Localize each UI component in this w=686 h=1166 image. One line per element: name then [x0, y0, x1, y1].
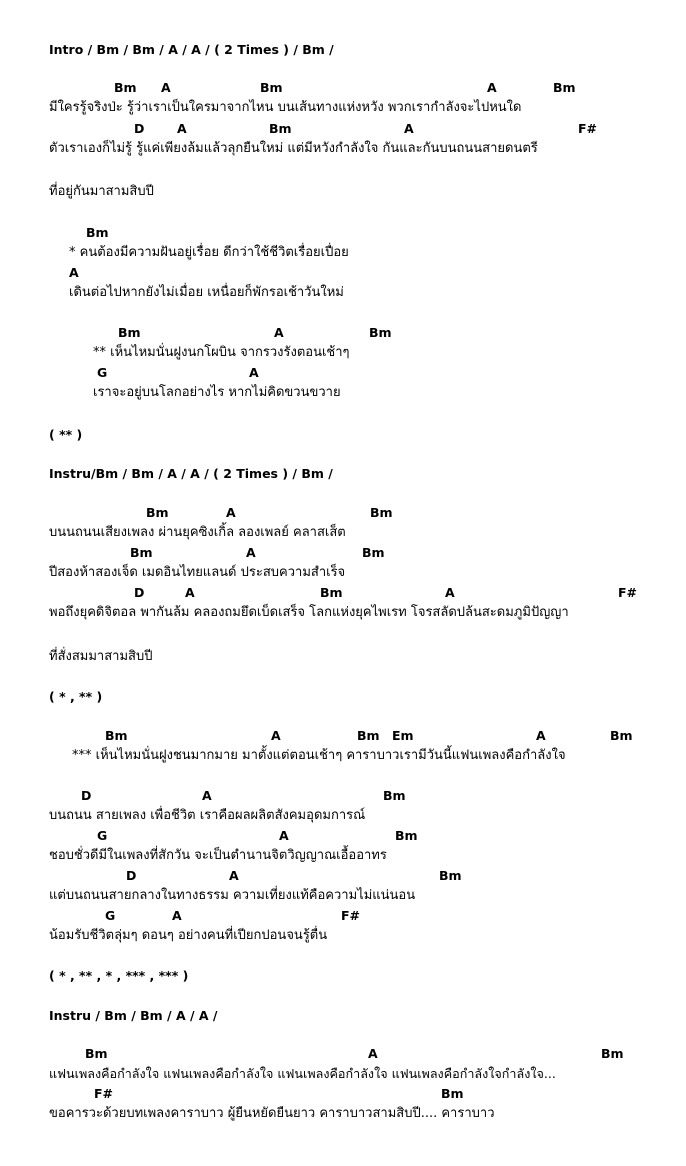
repeat-marker: ( ** ) — [49, 427, 83, 442]
chord: F# — [341, 908, 361, 923]
chord: A — [202, 788, 212, 803]
chord: F# — [94, 1086, 114, 1101]
chord: A — [177, 121, 187, 136]
instru-line: Instru / Bm / Bm / A / A / — [49, 1008, 218, 1023]
lyric-line: ที่อยู่กันมาสามสิบปี — [49, 184, 154, 199]
chord: Bm — [130, 545, 153, 560]
chord: Bm — [610, 728, 633, 743]
instru-line: Instru/Bm / Bm / A / A / ( 2 Times ) / Bm / — [49, 466, 333, 481]
chord: D — [81, 788, 92, 803]
lyric-line: ชอบชั่วดีมีในเพลงที่สักวัน จะเป็นตำนานจิตวิญญาณเอื้ออาทร — [49, 848, 387, 863]
chord: G — [97, 828, 108, 843]
chord: Bm — [357, 728, 380, 743]
chord: G — [105, 908, 116, 923]
chord: F# — [578, 121, 598, 136]
chord: Bm — [395, 828, 418, 843]
chord: Bm — [362, 545, 385, 560]
chord: Bm — [118, 325, 141, 340]
lyric-line: มีใครรู้จริงป่ะ รู้ว่าเราเป็นใครมาจากไหน บนเส้นทางแห่งหวัง พวกเรากำลังจะไปหนใด — [49, 100, 522, 115]
intro-line: Intro / Bm / Bm / A / A / ( 2 Times ) / Bm / — [49, 42, 334, 57]
chord: Bm — [146, 505, 169, 520]
chord: Bm — [269, 121, 292, 136]
lyric-line: ที่สั่งสมมาสามสิบปี — [49, 649, 153, 664]
lyric-line: แฟนเพลงคือกำลังใจ แฟนเพลงคือกำลังใจ แฟนเพลงคือกำลังใจ แฟนเพลงคือกำลังใจกำลังใจ... — [49, 1066, 556, 1081]
chord: D — [134, 121, 145, 136]
chord: G — [97, 365, 108, 380]
chord: A — [185, 585, 195, 600]
chord: F# — [618, 585, 638, 600]
repeat-marker: ( * , ** , * , *** , *** ) — [49, 968, 189, 983]
lyric-line: ** เห็นไหมนั่นฝูงนกโผบิน จากรวงรังตอนเช้าๆ — [93, 345, 350, 360]
lyric-line: บนถนน สายเพลง เพื่อชีวิต เราคือผลผลิตสังคมอุดมการณ์ — [49, 808, 366, 823]
lyric-line: * คนต้องมีความฝันอยู่เรื่อย ดีกว่าใช้ชีวิตเรื่อยเปื่อย — [69, 245, 349, 260]
chord: Bm — [553, 80, 576, 95]
lyric-line: เราจะอยู่บนโลกอย่างไร หากไม่คิดขวนขวาย — [93, 385, 341, 400]
chord: Bm — [260, 80, 283, 95]
lyric-line: พอถึงยุคดิจิตอล พากันล้ม คลองถมยึดเบ็ดเสร็จ โลกแห่งยุคไพเรท โจรสลัดปล้นสะดมภูมิปัญญา — [49, 605, 569, 620]
chord: A — [271, 728, 281, 743]
chord: Bm — [439, 868, 462, 883]
lyric-line: ปีสองห้าสองเจ็ด เมดอินไทยแลนด์ ประสบความสำเร็จ — [49, 565, 346, 580]
chord: Bm — [441, 1086, 464, 1101]
chord: A — [229, 868, 239, 883]
chord: A — [445, 585, 455, 600]
lyric-line: เดินต่อไปหากยังไม่เมื่อย เหนื่อยก็พักรอเช้าวันใหม่ — [69, 285, 344, 300]
chord: A — [487, 80, 497, 95]
chord: Bm — [86, 225, 109, 240]
chord: A — [368, 1046, 378, 1061]
chord: A — [69, 265, 79, 280]
chord: Bm — [85, 1046, 108, 1061]
lyric-line: ขอคารวะด้วยบทเพลงคาราบาว ผู้ยืนหยัดยืนยาว คาราบาวสามสิบปี.... คาราบาว — [49, 1106, 495, 1121]
chord: Bm — [369, 325, 392, 340]
lyric-line: ตัวเราเองก็ไม่รู้ รู้แค่เพียงล้มแล้วลุกยืนใหม่ แต่มีหวังกำลังใจ กันและกันบนถนนสายดนตรี — [49, 141, 538, 156]
chord: A — [274, 325, 284, 340]
lyric-line: *** เห็นไหมนั่นฝูงชนมากมาย มาตั้งแต่ตอนเช้าๆ คาราบาวเรามีวันนี้แฟนเพลงคือกำลังใจ — [72, 748, 566, 763]
chord: A — [536, 728, 546, 743]
chord: D — [134, 585, 145, 600]
lyric-line: แต่บนถนนสายกลางในทางธรรม ความเที่ยงแท้คือความไม่แน่นอน — [49, 888, 416, 903]
lyric-line: บนนถนนเสียงเพลง ผ่านยุคซิงเกิ้ล ลองเพลย์ คลาสเส็ต — [49, 525, 346, 540]
chord: A — [226, 505, 236, 520]
lyric-line: น้อมรับชีวิตลุ่มๆ ดอนๆ อย่างคนที่เปียกปอนจนรู้ตื่น — [49, 928, 328, 943]
chord: D — [126, 868, 137, 883]
chord: Em — [392, 728, 414, 743]
chord: A — [246, 545, 256, 560]
chord: A — [404, 121, 414, 136]
chord: A — [161, 80, 171, 95]
chord: A — [172, 908, 182, 923]
chord: A — [249, 365, 259, 380]
chord: Bm — [320, 585, 343, 600]
chord: Bm — [601, 1046, 624, 1061]
chord: Bm — [105, 728, 128, 743]
chord: Bm — [114, 80, 137, 95]
chord: Bm — [370, 505, 393, 520]
chord: A — [279, 828, 289, 843]
repeat-marker: ( * , ** ) — [49, 689, 103, 704]
chord: Bm — [383, 788, 406, 803]
